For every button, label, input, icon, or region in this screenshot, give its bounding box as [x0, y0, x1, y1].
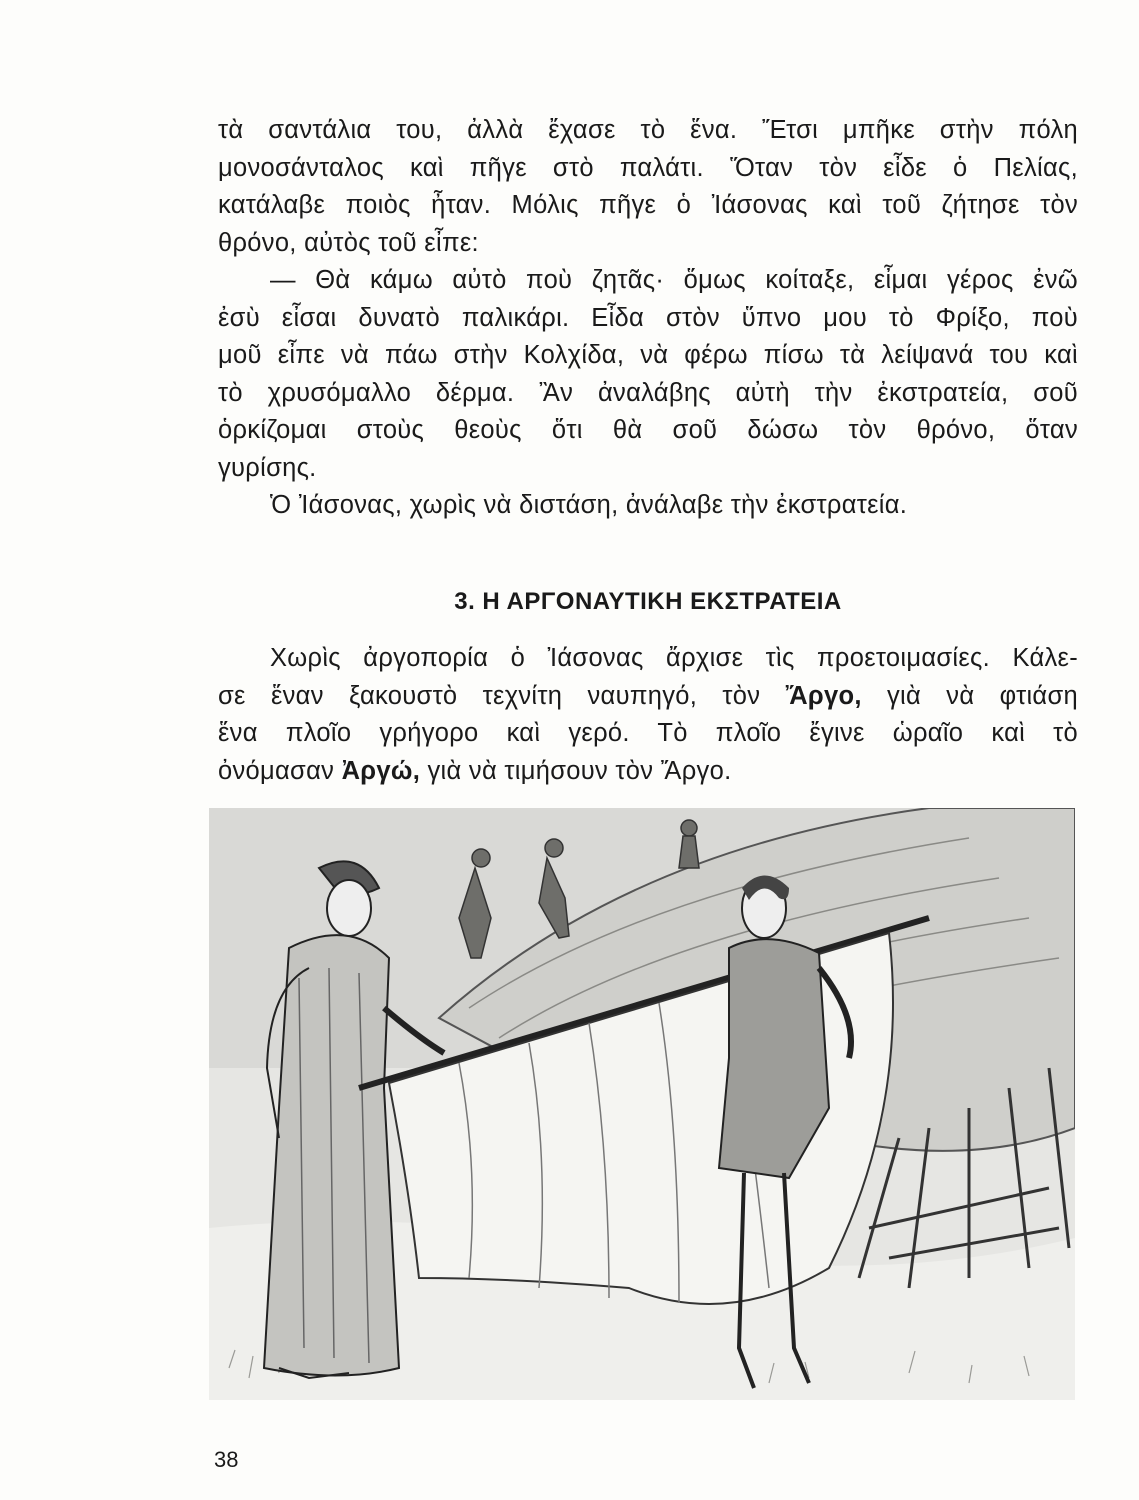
text-line: σε ἕναν ξακουστὸ τεχνίτη ναυπηγό, τὸν Ἄργο, γιὰ νὰ φτιάση	[218, 681, 1078, 710]
text-line: τὰ σαντάλια του, ἀλλὰ ἔχασε τὸ ἕνα. Ἔτσι μπῆκε στὴν πόλη	[218, 116, 1078, 144]
section-heading: 3. Η ΑΡΓΟΝΑΥΤΙΚΗ ΕΚΣΤΡΑΤΕΙΑ	[454, 588, 842, 615]
text-line: ὀνόμασαν Ἀργώ, γιὰ νὰ τιμήσουν τὸν Ἄργο.	[218, 756, 732, 785]
bold-name-argos: Ἄργο,	[785, 681, 862, 710]
text-line: κατάλαβε ποιὸς ἦταν. Μόλις πῆγε ὁ Ἰάσονας καὶ τοῦ ζήτησε τὸν	[218, 191, 1078, 219]
text-line: μοῦ εἶπε νὰ πάω στὴν Κολχίδα, νὰ φέρω πίσω τὰ λείψανά του καὶ	[218, 341, 1078, 369]
text-line: μονοσάνταλος καὶ πῆγε στὸ παλάτι. Ὅταν τὸν εἶδε ὁ Πελίας,	[218, 153, 1078, 182]
text-line: γυρίσης.	[218, 453, 317, 482]
text-line: ὁρκίζομαι στοὺς θεοὺς ὅτι θὰ σοῦ δώσω τὸν θρόνο, ὅταν	[218, 416, 1078, 444]
text-line: Χωρὶς ἀργοπορία ὁ Ἰάσονας ἄρχισε τὶς προετοιμασίες. Κάλε-	[270, 644, 1078, 672]
text-line: ἕνα πλοῖο γρήγορο καὶ γερό. Τὸ πλοῖο ἔγινε ὡραῖο καὶ τὸ	[218, 719, 1078, 747]
text-line: Ὁ Ἰάσονας, χωρὶς νὰ διστάση, ἀνάλαβε τὴν ἐκστρατεία.	[270, 491, 908, 519]
body-text-top	[218, 112, 1078, 525]
bold-name-argo-ship: Ἀργώ,	[341, 756, 421, 785]
text-line: ἐσὺ εἶσαι δυνατὸ παλικάρι. Εἶδα στὸν ὕπνο μου τὸ Φρίξο, ποὺ	[218, 303, 1078, 332]
text-line: τὸ χρυσόμαλλο δέρμα. Ἂν ἀναλάβης αὐτὴ τὴν ἐκστρατεία, σοῦ	[218, 378, 1078, 407]
page-number: 38	[214, 1447, 239, 1472]
text-line: — Θὰ κάμω αὐτὸ ποὺ ζητᾶς· ὅμως κοίταξε, εἶμαι γέρος ἐνῶ	[270, 266, 1078, 294]
text-line: θρόνο, αὐτὸς τοῦ εἶπε:	[218, 228, 479, 257]
illustration-athena-jason-sail	[209, 808, 1075, 1400]
body-text-bottom	[218, 640, 1078, 790]
